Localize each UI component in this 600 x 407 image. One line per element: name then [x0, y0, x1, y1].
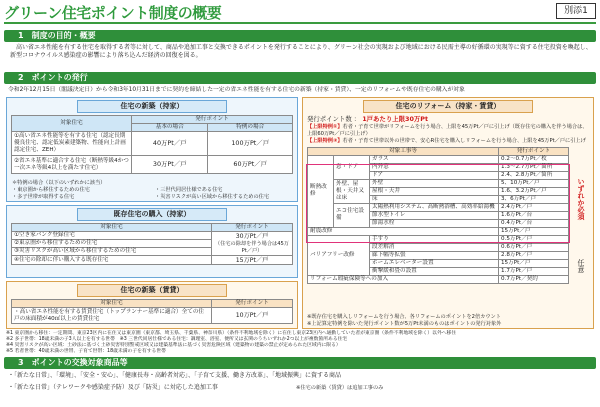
- new-owned-table: [11, 115, 293, 174]
- existing-points: 30万Pt／戸: [235, 233, 269, 241]
- special-case-1-text: 若者・子育て世帯がリフォームを行う場合、上限を45万Pt／戸に引上げ（既存住宅の購入を伴う場合は、上限60万Pt／戸に引上げ）: [307, 124, 588, 137]
- table-row: ①高い省エネ性能等を有する住宅（認定長期優良住宅、認定低炭素建築物、性能向上計画認定住宅、ZEH） 40万Pt／戸 100万Pt／戸: [12, 132, 293, 156]
- points-cap: 1戸あたり上限30万Pt: [362, 115, 429, 123]
- col-special: 特例の場合: [208, 124, 293, 132]
- table-row: ・高い省エネ性能を有する賃貸住宅（トップランナー基準に適合）全ての住戸の床面積が40㎡以上の賃貸住宅 10万Pt／戸: [12, 308, 293, 324]
- table-row: ①空き家バンク登録住宅 30万Pt／戸 （住宅の除却を伴う場合は45万Pt／戸）: [12, 232, 293, 240]
- col-points: 発行ポイント: [212, 224, 293, 232]
- note: ※1 東京圏から移住：一定期間、東京23区内に在住又は東京圏（東京都、埼玉県、千葉県、神奈川県）（条件不利地域を除く）に在住し東京23区内へ通勤していた者が東京圏（条件不利地域を除く）以外へ移住: [6, 331, 457, 336]
- table-row: ④住宅の除却に伴い購入する既存住宅 15万Pt／戸: [12, 256, 293, 265]
- exchange-item: ・「新たな日常」（テレワークや感染症予防）及び「防災」に対応した追加工事: [8, 384, 218, 391]
- col-points: 発行ポイント: [499, 147, 569, 155]
- rental-table: [11, 299, 293, 324]
- table-row: 床 3、6万Pt／戸: [308, 195, 569, 203]
- table-row: ホームエレベーター設置 15万Pt／戸: [308, 259, 569, 267]
- special-note: ・災害リスクが高い区域から移住するための住宅: [155, 194, 270, 200]
- special-case-2-text: 若者・子育て世帯以外の世帯で、安心R住宅を購入しリフォームを行う場合、上限を45万Pt／戸に引上げ: [342, 138, 586, 145]
- section-1-text: 高い省エネ性能を有する住宅を取得する者等に対して、商品や追加工事と交換できるポイントを発行することにより、グリーン社会の実現および地域における民需主導の好循環の実現等に資する住宅投資を喚起し、新型コロナウイルス感染症の影響により落ち込んだ経済の回復を図る。: [10, 44, 592, 59]
- section-3-header: 3 ポイントの交換対象商品等: [4, 357, 596, 369]
- special-case-1-label: 【上限特例①】: [307, 124, 343, 130]
- section-2-header: 2 ポイントの発行: [4, 72, 596, 84]
- annex-label: 別添1: [556, 3, 596, 19]
- special-note: ・多子世帯が取得する住宅: [12, 194, 75, 200]
- table-row: バリアフリー改修 手すり 0.5万Pt／戸: [308, 235, 569, 243]
- note: ※4 災害リスクが高い区域：土砂法に基づく土砂災害特別警戒区域又は建築基準法に基づく災害危険区域（建築物の建築の禁止が定められた区域内に限る）: [6, 343, 341, 348]
- col-target: 対象住宅: [12, 300, 212, 308]
- existing-table: [11, 223, 293, 265]
- note: ※5 若者世帯：40歳未満の世帯、子育て世帯：18歳未満の子を有する世帯: [6, 349, 166, 354]
- section-2-intro: 令和2年12月15日（閣議決定日）から令和3年10月31日までに契約を締結した一定の省エネ性能を有する住宅の新築（持家・賃貸）、一定のリフォームや既存住宅の購入が対象: [8, 87, 465, 93]
- new-owned-heading: 住宅の新築（持家）: [77, 100, 227, 113]
- table-row: 節水型トイレ 1.6万Pt／台: [308, 211, 569, 219]
- table-row: ②省エネ基準に適合する住宅（断熱等級4かつ一次エネ等級4以上を満たす住宅） 30万Pt／戸 60万Pt／戸: [12, 156, 293, 174]
- col-target: 対象住宅: [12, 116, 132, 132]
- exchange-note: ※住宅の新築（賃貸）は追加工事のみ: [296, 385, 384, 391]
- new-owned-panel: [6, 97, 298, 202]
- required-items-outline: [306, 164, 570, 243]
- table-row: 段差解消 0.6万Pt／戸: [308, 243, 569, 251]
- required-side-label: いずれか必須: [577, 178, 585, 220]
- existing-heading: 既存住宅の購入（持家）: [77, 208, 227, 221]
- table-row: 廊下幅等拡張 2.8万Pt／戸: [308, 251, 569, 259]
- reform-footnote: ※上記算定特例を除いた発行ポイント数が5万Pt未満のものはポイントの発行対象外: [307, 321, 502, 327]
- rental-heading: 住宅の新築（賃貸）: [77, 284, 227, 297]
- col-target: 対象住宅: [12, 224, 212, 232]
- note: ※2 多子世帯：18歳未満の子3人以上を有する世帯 ※3 三世代同居仕様である住宅：調理室、浴室、便所又は玄関のうちいずれか2つ以上が複数箇所ある住宅: [6, 337, 348, 342]
- table-row: エコ住宅設備 太陽熱利用システム、高断熱浴槽、高効率給湯機 2.4万Pt／戸: [308, 203, 569, 211]
- special-note: ・東京圏から移住するための住宅: [12, 187, 90, 193]
- table-row: 節湯水栓 0.4万Pt／台: [308, 219, 569, 227]
- table-row: 耐震改修 15万Pt／戸: [308, 227, 569, 235]
- col-points: 発行ポイント: [212, 300, 293, 308]
- existing-points-note: （住宅の除却を伴う場合は45万Pt／戸）: [214, 241, 290, 254]
- col-basic: 基本の場合: [132, 124, 208, 132]
- reform-footnote: ※既存住宅を購入しリフォームを行う場合、各リフォームのポイントを2倍カウント: [307, 314, 501, 320]
- title-underline: [4, 22, 596, 24]
- special-note-heading: ＊特例の場合（以下のいずれかに該当）: [12, 180, 106, 186]
- notes-block: [6, 331, 594, 355]
- table-row: 外壁、屋根・天井又は床 外壁 5、10万Pt／戸: [308, 179, 569, 187]
- new-rental-panel: [6, 281, 298, 329]
- table-row: リフォーム瑕疵保険等への加入 0.7万Pt／契約: [308, 275, 569, 283]
- existing-purchase-panel: [6, 205, 298, 278]
- page-title: グリーン住宅ポイント制度の概要: [4, 4, 222, 22]
- exchange-item: ・「新たな日常」、「環境」、「安全・安心」、「健康長寿・高齢者対応」、「子育て支援、働き方改革」、「地域振興」に資する商品: [8, 372, 342, 379]
- table-row: 内外窓 1.3〜2.7万Pt／箇所: [308, 163, 569, 171]
- special-case-2-label: 【上限特例②】: [307, 138, 343, 145]
- table-row: 衝撃緩和畳の設置 1.7万Pt／戸: [308, 267, 569, 275]
- table-row: ③災害リスクが高い区域から移住するための住宅: [12, 248, 293, 256]
- reform-panel: [302, 97, 594, 329]
- section-1-header: 1 制度の目的・概要: [4, 30, 596, 42]
- table-row: ②東京圏から移住するための住宅: [12, 240, 293, 248]
- special-note: ・三世代同居仕様である住宅: [155, 187, 223, 193]
- table-row: 断熱改修 窓・ドア ガラス 0.2〜0.7万Pt／枚: [308, 155, 569, 163]
- points-cap-label: 発行ポイント数 ：: [307, 115, 361, 123]
- reform-heading: 住宅のリフォーム（持家・賃貸）: [363, 100, 533, 113]
- optional-side-label: 任意: [577, 259, 585, 273]
- table-row: ドア 2.4、2.8万Pt／箇所: [308, 171, 569, 179]
- col-points: 発行ポイント: [132, 116, 293, 124]
- table-row: 屋根・天井 1.6、3.2万Pt／戸: [308, 187, 569, 195]
- col-work: 対象工事等: [308, 147, 499, 155]
